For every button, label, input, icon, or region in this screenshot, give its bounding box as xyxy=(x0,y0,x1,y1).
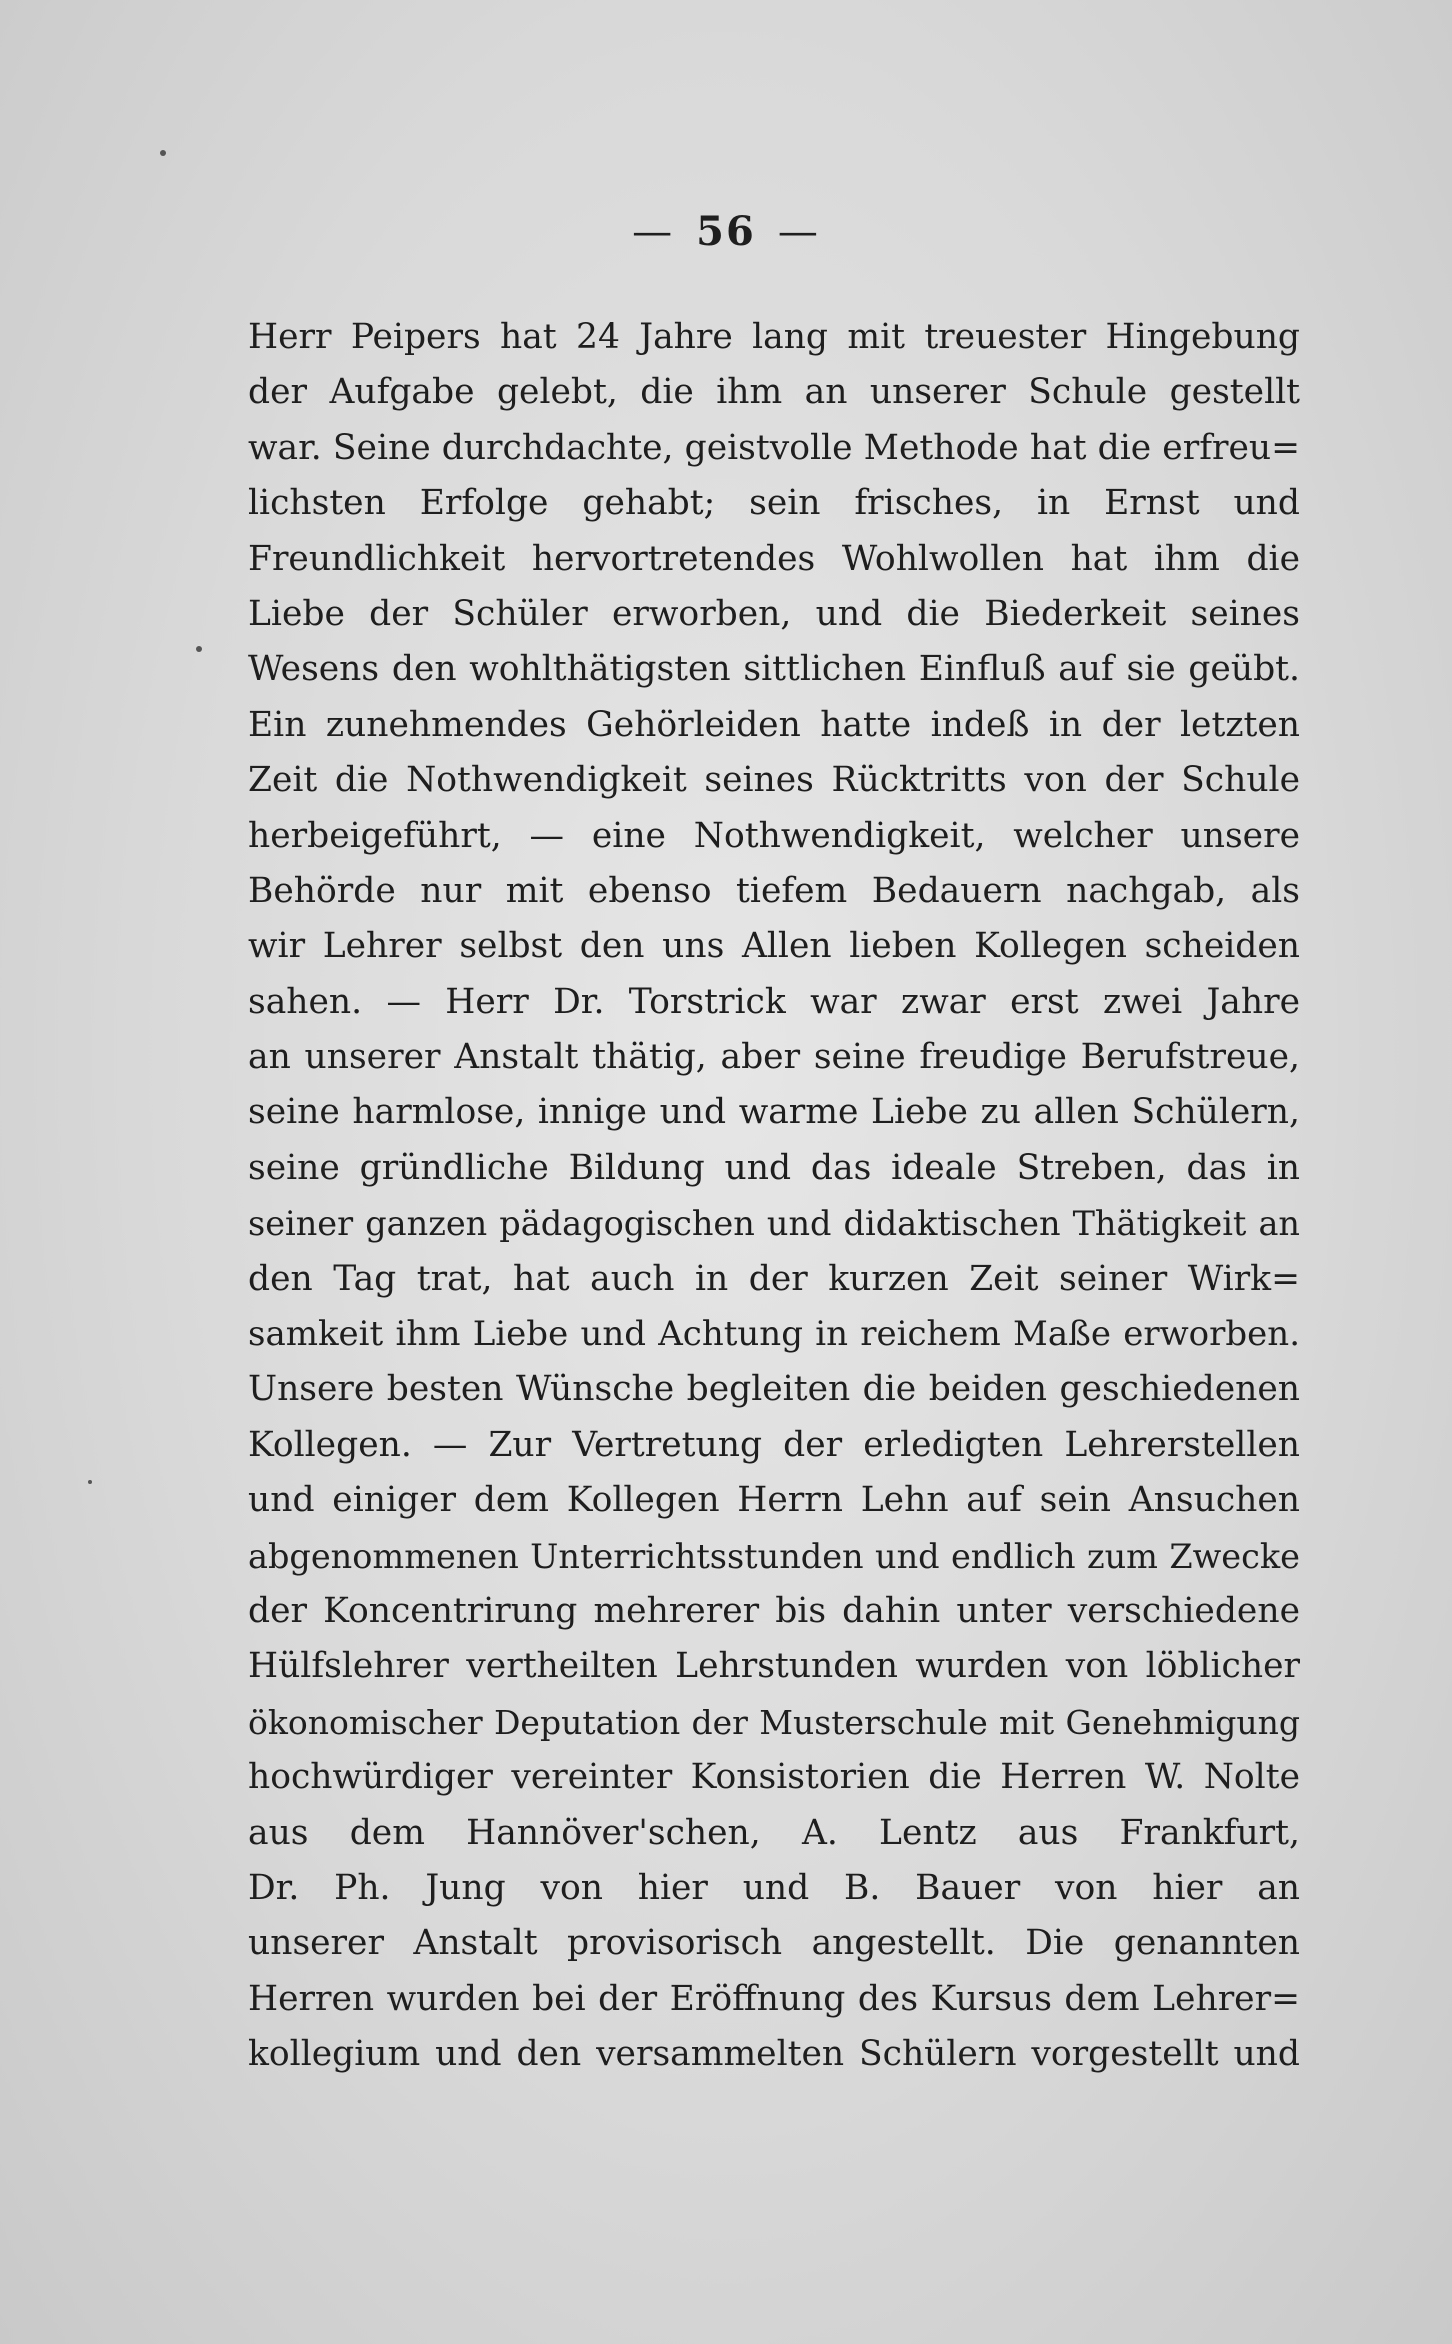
text-line: samkeit ihm Liebe und Achtung in reichem Maße erworben. xyxy=(248,1314,1300,1355)
text-line: herbeigeführt, — eine Nothwendigkeit, welcher unsere xyxy=(248,815,1300,856)
text-line: seiner ganzen pädagogischen und didaktischen Thätigkeit an xyxy=(248,1204,1300,1244)
text-line: Kollegen. — Zur Vertretung der erledigten Lehrerstellen xyxy=(248,1424,1300,1465)
text-line: der Aufgabe gelebt, die ihm an unserer Schule gestellt xyxy=(248,372,1300,413)
text-line: kollegium und den versammelten Schülern vorgestellt und xyxy=(248,2034,1300,2075)
text-line: abgenommenen Unterrichtsstunden und endlich zum Zwecke xyxy=(248,1536,1300,1576)
text-line: wir Lehrer selbst den uns Allen lieben Kollegen scheiden xyxy=(248,926,1300,967)
text-line: lichsten Erfolge gehabt; sein frisches, in Ernst und xyxy=(248,483,1300,524)
text-line: Behörde nur mit ebenso tiefem Bedauern nachgab, als xyxy=(248,870,1300,911)
text-line: und einiger dem Kollegen Herrn Lehn auf sein Ansuchen xyxy=(248,1480,1300,1521)
text-line: den Tag trat, hat auch in der kurzen Zeit seiner Wirk= xyxy=(248,1258,1300,1299)
page-number-dash-right: — xyxy=(777,209,820,255)
text-line: Wesens den wohlthätigsten sittlichen Einfluß auf sie geübt. xyxy=(248,649,1300,690)
text-line: Ein zunehmendes Gehörleiden hatte indeß in der letzten xyxy=(248,704,1300,745)
paper-speck xyxy=(160,150,166,156)
text-line: Zeit die Nothwendigkeit seines Rücktritts von der Schule xyxy=(248,760,1300,801)
text-line: war. Seine durchdachte, geistvolle Methode hat die erfreu= xyxy=(248,427,1300,468)
text-line: Liebe der Schüler erworben, und die Biederkeit seines xyxy=(248,593,1300,634)
page-number-dash-left: — xyxy=(632,209,675,255)
text-line: hochwürdiger vereinter Konsistorien die Herren W. Nolte xyxy=(248,1757,1300,1798)
page-number-line xyxy=(0,208,1452,255)
text-line: Herr Peipers hat 24 Jahre lang mit treuester Hingebung xyxy=(248,317,1300,357)
text-line: unserer Anstalt provisorisch angestellt. Die genannten xyxy=(248,1923,1300,1964)
paper-speck xyxy=(196,646,202,652)
text-line: an unserer Anstalt thätig, aber seine freudige Berufstreue, xyxy=(248,1037,1300,1078)
text-line: seine gründliche Bildung und das ideale Streben, das in xyxy=(248,1147,1300,1188)
text-line: seine harmlose, innige und warme Liebe zu allen Schülern, xyxy=(248,1092,1300,1133)
paper-speck xyxy=(88,1480,92,1484)
text-line: Hülfslehrer vertheilten Lehrstunden wurden von löblicher xyxy=(248,1646,1300,1687)
text-line: Dr. Ph. Jung von hier und B. Bauer von hier an xyxy=(248,1867,1300,1908)
text-line: sahen. — Herr Dr. Torstrick war zwar erst zwei Jahre xyxy=(248,981,1300,1022)
page-number: 56 xyxy=(696,208,756,255)
text-line: Unsere besten Wünsche begleiten die beiden geschiedenen xyxy=(248,1369,1300,1410)
text-line: aus dem Hannöver'schen, A. Lentz aus Frankfurt, xyxy=(248,1812,1300,1853)
text-line: ökonomischer Deputation der Musterschule mit Genehmigung xyxy=(248,1702,1300,1742)
body-text xyxy=(248,310,1300,2083)
text-line: Herren wurden bei der Eröffnung des Kursus dem Lehrer= xyxy=(248,1978,1300,2019)
text-line: Freundlichkeit hervortretendes Wohlwollen hat ihm die xyxy=(248,538,1300,579)
text-line: der Koncentrirung mehrerer bis dahin unter verschiedene xyxy=(248,1590,1300,1631)
